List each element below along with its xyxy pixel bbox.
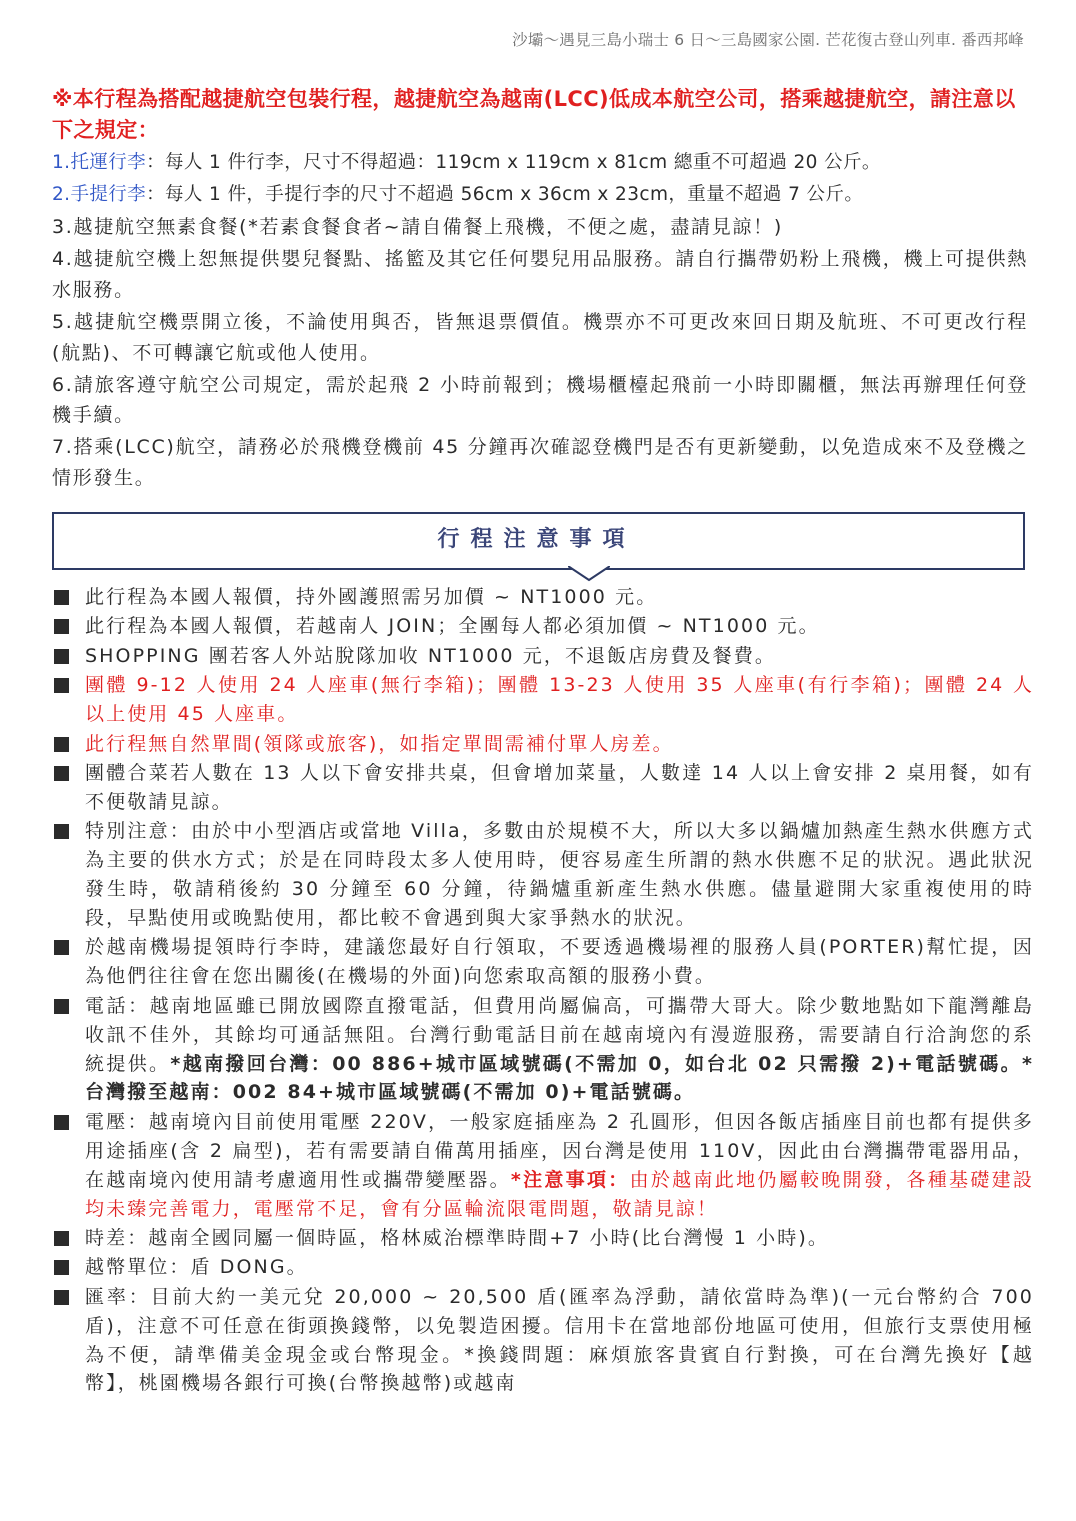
note-text: 於越南機場提領時行李時，建議您最好自行領取，不要透過機場裡的服務人員(PORTER)幫忙提，因為他們往往會在您出關後(在機場的外面)向您索取高額的服務小費。 bbox=[85, 936, 1034, 988]
pointer-notch-icon bbox=[568, 566, 610, 582]
rule-text: 3.越捷航空無素食餐(*若素食餐食者~請自備餐上飛機，不便之處，盡請見諒！) bbox=[52, 216, 783, 239]
airline-warning-heading: ※本行程為搭配越捷航空包裝行程，越捷航空為越南(LCC)低成本航空公司，搭乘越捷航空，請注意以下之規定： bbox=[52, 87, 1016, 142]
note-group-meals bbox=[52, 759, 1034, 817]
section-title: 行程注意事項 bbox=[437, 526, 636, 552]
note-text: 團體合菜若人數在 13 人以下會安排共桌，但會增加菜量，人數達 14 人以上會安排 2 桌用餐，如有不便敬請見諒。 bbox=[85, 761, 1034, 813]
note-voltage bbox=[52, 1108, 1034, 1224]
bullet-square-icon bbox=[54, 1115, 69, 1130]
note-text: 越幣單位：盾 DONG。 bbox=[85, 1256, 308, 1279]
rule-check-in-time bbox=[52, 370, 1028, 431]
bullet-square-icon bbox=[54, 590, 69, 605]
note-text: 電話：越南地區雖已開放國際直撥電話，但費用尚屬偏高，可攜帶大哥大。除少數地點如下龍灣離島收訊不佳外，其餘均可通話無阻。台灣行動電話目前在越南境內有漫遊服務，需要請自行洽詢您的系統提供。 bbox=[85, 994, 1034, 1075]
note-text: SHOPPING 團若客人外站脫隊加收 NT1000 元，不退飯店房費及餐費。 bbox=[85, 644, 776, 667]
note-power-warning: 由於越南此地仍屬較晚開發，各種基礎建設均未臻完善電力，電壓常不足，會有分區輪流限電問題，敬請見諒！ bbox=[85, 1168, 1034, 1220]
bullet-square-icon bbox=[54, 940, 69, 955]
rule-text: 4.越捷航空機上恕無提供嬰兒餐點、搖籃及其它任何嬰兒用品服務。請自行攜帶奶粉上飛機，機上可提供熱水服務。 bbox=[52, 248, 1028, 301]
note-time-difference bbox=[52, 1224, 1034, 1253]
airline-rules-list bbox=[52, 148, 1028, 495]
rule-lead: 2.手提行李 bbox=[52, 184, 147, 206]
note-currency-unit bbox=[52, 1253, 1034, 1282]
bullet-square-icon bbox=[54, 678, 69, 693]
rule-text: ：每人 1 件行李，尺寸不得超過：119cm x 119cm x 81cm 總重不可超過 20 公斤。 bbox=[146, 152, 881, 173]
note-text: 此行程為本國人報價，持外國護照需另加價 ~ NT1000 元。 bbox=[85, 586, 658, 608]
note-exchange-rate bbox=[52, 1283, 1034, 1399]
note-text: 此行程無自然單間(領隊或旅客)，如指定單間需補付單人房差。 bbox=[85, 732, 674, 755]
section-title-box bbox=[52, 512, 1025, 580]
bullet-square-icon bbox=[54, 737, 69, 752]
rule-text: ：每人 1 件，手提行李的尺寸不超過 56cm x 36cm x 23cm，重量不超過 7 公斤。 bbox=[146, 184, 864, 206]
travel-notes-list bbox=[52, 583, 1034, 1399]
bullet-square-icon bbox=[54, 999, 69, 1014]
rule-text: 6.請旅客遵守航空公司規定，需於起飛 2 小時前報到；機場櫃檯起飛前一小時即關櫃，無法再辦理任何登機手續。 bbox=[52, 373, 1028, 427]
note-text: 特別注意：由於中小型酒店或當地 Villa，多數由於規模不大，所以大多以鍋爐加熱產生熱水供應方式為主要的供水方式；於是在同時段太多人使用時，便容易產生所謂的熱水供應不足的狀況。遇此狀況發生時，敬請稍後約 30 分鐘至 60 分鐘，待鍋爐重新產生熱水供應。儘量避開大家重複使用的時段，早點使用或晚點使用，都比較不會遇到與大家爭熱水的狀況。 bbox=[85, 820, 1034, 929]
note-text: 匯率：目前大約一美元兌 20,000 ~ 20,500 盾(匯率為浮動，請依當時為準)(一元台幣約合 700 盾)，注意不可任意在街頭換錢幣，以免製造困擾。信用卡在當地部份地區可使用，但旅行支票使用極為不便，請準備美金現金或台幣現金。*換錢問題：麻煩旅客貴賓自行對換，可在台灣先換好【越幣】，桃園機場各銀行可換(台幣換越幣)或越南 bbox=[85, 1285, 1034, 1395]
rule-lead: 1.托運行李 bbox=[52, 152, 147, 173]
rule-infant-service bbox=[52, 244, 1028, 305]
note-text: 團體 9-12 人使用 24 人座車(無行李箱)；團體 13-23 人使用 35 人座車(有行李箱)；團體 24 人以上使用 45 人座車。 bbox=[85, 674, 1034, 726]
rule-gate-confirm bbox=[52, 432, 1028, 493]
note-vietnamese-join bbox=[52, 612, 1034, 641]
rule-text: 7.搭乘(LCC)航空，請務必於飛機登機前 45 分鐘再次確認登機門是否有更新變動，以免造成來不及登機之情形發生。 bbox=[52, 436, 1028, 489]
bullet-square-icon bbox=[54, 1260, 69, 1275]
note-dialing-codes: *越南撥回台灣：00 886+城市區域號碼(不需加 0，如台北 02 只需撥 2)+電話號碼。*台灣撥至越南：002 84+城市區域號碼(不需加 0)+電話號碼。 bbox=[85, 1052, 1034, 1104]
note-hot-water bbox=[52, 817, 1034, 933]
note-foreign-passport bbox=[52, 583, 1034, 612]
rule-vegetarian-meal bbox=[52, 212, 1028, 243]
note-shopping-tour bbox=[52, 642, 1034, 671]
note-text: 此行程為本國人報價，若越南人 JOIN；全團每人都必須加價 ~ NT1000 元。 bbox=[85, 615, 820, 638]
rule-ticket-refund bbox=[52, 307, 1028, 368]
rule-text: 5.越捷航空機票開立後，不論使用與否，皆無退票價值。機票亦不可更改來回日期及航班、不可更改行程(航點)、不可轉讓它航或他人使用。 bbox=[52, 310, 1028, 364]
note-caution-label: *注意事項： bbox=[510, 1168, 630, 1191]
bullet-square-icon bbox=[54, 619, 69, 634]
bullet-square-icon bbox=[54, 1290, 69, 1305]
note-airport-porter bbox=[52, 933, 1034, 991]
bullet-square-icon bbox=[54, 1231, 69, 1246]
bullet-square-icon bbox=[54, 649, 69, 664]
page-header-title: 沙壩～遇見三島小瑞士 6 日～三島國家公園. 芒花復古登山列車. 番西邦峰 bbox=[512, 31, 1024, 49]
note-single-room bbox=[52, 730, 1034, 759]
note-telephone bbox=[52, 992, 1034, 1108]
note-text: 電壓：越南境內目前使用電壓 220V，一般家庭插座為 2 孔圓形，但因各飯店插座目前也都有提供多用途插座(含 2 扁型)，若有需要請自備萬用插座，因台灣是使用 110V，因此由台灣攜帶電器用品，在越南境內使用請考慮適用性或攜帶變壓器。 bbox=[85, 1110, 1034, 1191]
rule-checked-baggage bbox=[52, 148, 1028, 179]
bullet-square-icon bbox=[54, 766, 69, 781]
rule-carry-on bbox=[52, 180, 1028, 211]
note-text: 時差：越南全國同屬一個時區，格林威治標準時間+7 小時(比台灣慢 1 小時)。 bbox=[85, 1226, 829, 1249]
bullet-square-icon bbox=[54, 824, 69, 839]
note-group-vehicle bbox=[52, 671, 1034, 729]
